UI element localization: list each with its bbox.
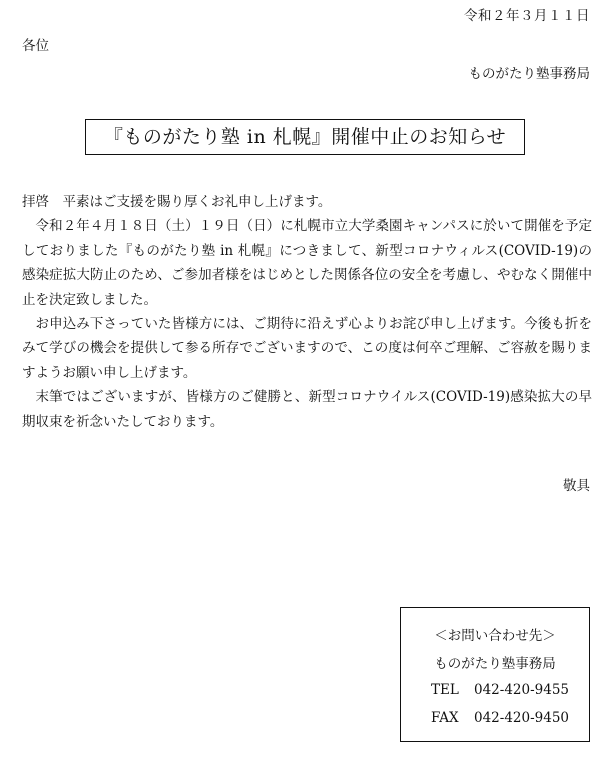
fax-number: 042-420-9450: [474, 710, 570, 726]
letter-body: [22, 190, 592, 434]
tel-label: TEL: [431, 682, 459, 698]
paragraph-apology: お申込み下さっていた皆様方には、ご期待に沿えず心よりお詫び申し上げます。今後も折をみて学びの機会を提供して参る所存でございますので、この度は何卒ご理解、ご容赦を賜りますようお願い申し上げます。: [22, 316, 592, 381]
document-date: 令和２年３月１１日: [464, 8, 590, 24]
contact-tel: [431, 682, 569, 698]
contact-heading: ＜お問い合わせ先＞: [434, 628, 556, 644]
notice-title: 『ものがたり塾 in 札幌』開催中止のお知らせ: [85, 119, 525, 155]
paragraph-cancellation: 令和２年４月１８日（土）１９日（日）に札幌市立大学桑園キャンパスに於いて開催を予定しておりました『ものがたり塾 in 札幌』につきまして、新型コロナウィルス(COVID-19)の感染症拡大防止のため、ご参加者様をはじめとした関係各位の安全を考慮し、やむなく開催中止を決定致しました。: [22, 218, 592, 308]
contact-box: [400, 607, 590, 742]
greeting-line: 拝啓 平素はご支援を賜り厚くお礼申し上げます。: [22, 194, 332, 210]
fax-label: FAX: [431, 710, 459, 726]
addressee: 各位: [22, 38, 49, 54]
tel-number: 042-420-9455: [474, 682, 570, 698]
paragraph-closing-wishes: 末筆ではございますが、皆様方のご健勝と、新型コロナウイルス(COVID-19)感染拡大の早期収束を祈念いたしております。: [22, 389, 592, 430]
contact-office: ものがたり塾事務局: [434, 656, 556, 672]
contact-fax: [431, 710, 569, 726]
sender-name: ものがたり塾事務局: [468, 66, 590, 82]
closing-salutation: 敬具: [563, 478, 590, 494]
